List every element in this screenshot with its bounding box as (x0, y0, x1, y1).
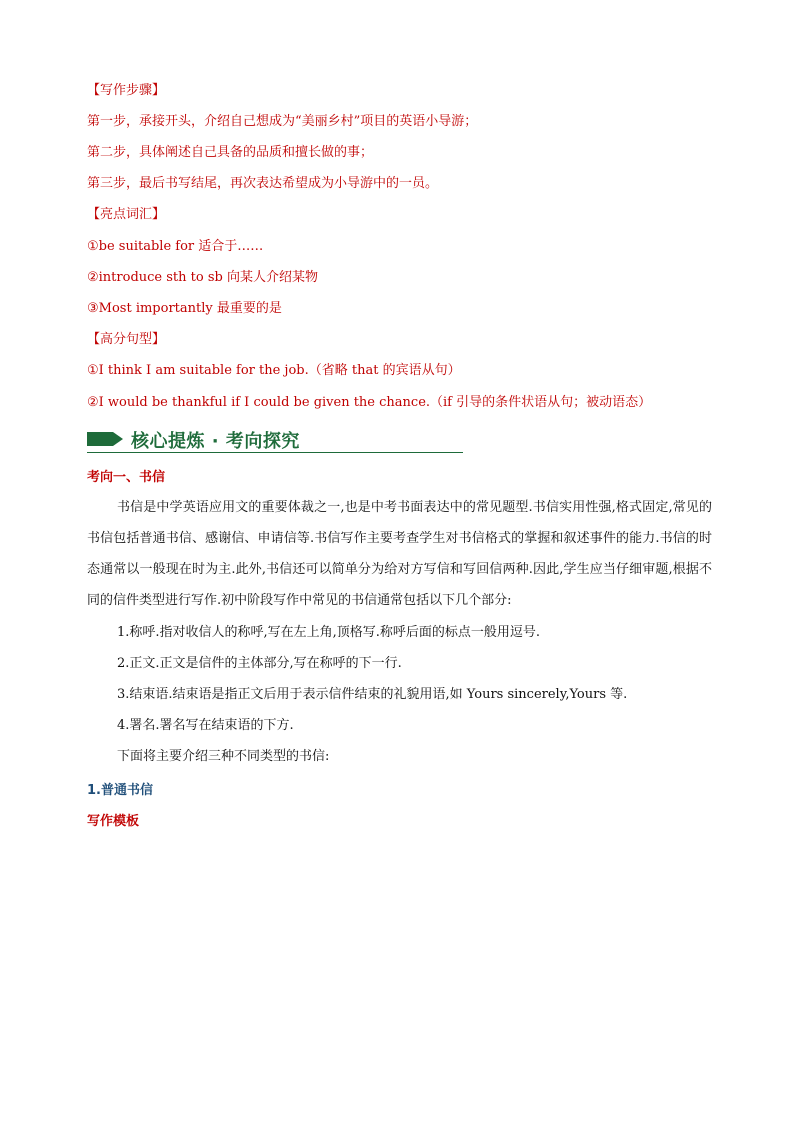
sentence-line: ①I think I am suitable for the job.（省略 that 的宾语从句） (87, 363, 461, 378)
banner-bar-decoration (87, 432, 113, 446)
direction-one-paragraph: 书信是中学英语应用文的重要体裁之一,也是中考书面表达中的常见题型.书信实用性强,格式固定,常见的书信包括普通书信、感谢信、申请信等.书信写作主要考查学生对书信格式的掌握和叙述事件的能力.书信的时态通常以一般现在时为主.此外,书信还可以简单分为给对方写信和写回信两种.因此,学生应当仔细审题,根据不同的信件类型进行写作.初中阶段写作中常见的书信通常包括以下几个部分: (87, 500, 712, 608)
writing-step-line: 第一步，承接开头，介绍自己想成为“美丽乡村”项目的英语小导游； (87, 114, 478, 129)
section-banner (87, 428, 463, 454)
sentence-line: ②I would be thankful if I could be given the chance.（if 引导的条件状语从句；被动语态） (87, 395, 652, 410)
high-score-heading: 【高分句型】 (87, 332, 166, 347)
letter-part-item: 2.正文.正文是信件的主体部分,写在称呼的下一行. (117, 656, 402, 671)
letter-part-item: 3.结束语.结束语是指正文后用于表示信件结束的礼貌用语,如 Yours sincerely,Yours 等. (117, 687, 628, 702)
banner-title: 核心提炼 · 考向探究 (131, 431, 300, 452)
writing-step-line: 第二步，具体阐述自己具备的品质和擅长做的事； (87, 145, 374, 160)
writing-step-line: 第三步，最后书写结尾，再次表达希望成为小导游中的一员。 (87, 176, 439, 191)
vocab-line: ③Most importantly 最重要的是 (87, 301, 282, 316)
banner-divider (87, 452, 463, 453)
letter-part-item: 4.署名.署名写在结束语的下方. (117, 718, 294, 733)
vocab-line: ②introduce sth to sb 向某人介绍某物 (87, 270, 318, 285)
writing-steps-heading: 【写作步骤】 (87, 83, 166, 98)
ordinary-letter-heading: 1.普通书信 (87, 783, 153, 798)
vocab-line: ①be suitable for 适合于…… (87, 239, 264, 254)
direction-one-heading: 考向一、书信 (87, 470, 166, 485)
highlight-vocab-heading: 【亮点词汇】 (87, 207, 166, 222)
intro-text: 下面将主要介绍三种不同类型的书信: (117, 749, 330, 764)
banner-arrow-icon (113, 432, 123, 446)
letter-part-item: 1.称呼.指对收信人的称呼,写在左上角,顶格写.称呼后面的标点一般用逗号. (117, 625, 541, 640)
writing-template-heading: 写作模板 (87, 814, 140, 829)
